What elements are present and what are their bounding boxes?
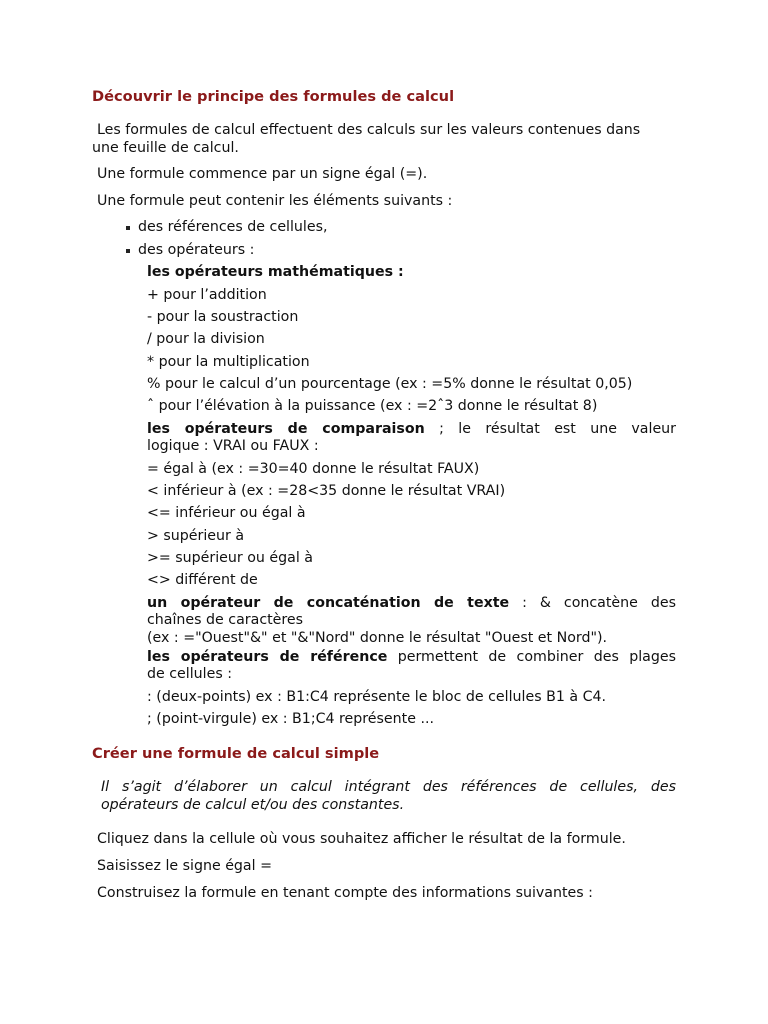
bullet-item-references: des références de cellules, — [138, 219, 328, 235]
paragraph-elements: Une formule peut contenir les éléments suivants : — [97, 193, 453, 209]
section-heading-simple-formula: Créer une formule de calcul simple — [92, 745, 380, 762]
math-operator-line: % pour le calcul d’un pourcentage (ex : =5% donne le résultat 0,05) — [147, 376, 633, 392]
math-operators-title: les opérateurs mathématiques : — [147, 264, 404, 280]
comparison-operators-title: les opérateurs de comparaison — [147, 421, 425, 437]
bullet-marker — [126, 226, 130, 230]
intro-line-2: une feuille de calcul. — [92, 140, 239, 156]
bullet-marker — [126, 249, 130, 253]
concatenation-operator-desc: : & concatène des — [509, 595, 676, 611]
math-operator-line: / pour la division — [147, 331, 265, 347]
comparison-operator-line: < inférieur à (ex : =28<35 donne le résultat VRAI) — [147, 483, 506, 499]
math-operator-line: ˆ pour l’élévation à la puissance (ex : =2ˆ3 donne le résultat 8) — [147, 398, 598, 414]
comparison-operators-line2: logique : VRAI ou FAUX : — [147, 438, 319, 454]
concatenation-line2: chaînes de caractères — [147, 612, 304, 628]
intro-line-1: Les formules de calcul effectuent des calculs sur les valeurs contenues dans — [97, 122, 641, 138]
reference-operator-line: ; (point-virgule) ex : B1;C4 représente ... — [147, 711, 434, 727]
math-operator-line: * pour la multiplication — [147, 354, 310, 370]
section-heading-formulas: Découvrir le principe des formules de calcul — [92, 88, 455, 105]
reference-operators-title: les opérateurs de référence — [147, 649, 388, 665]
comparison-operator-line: >= supérieur ou égal à — [147, 550, 313, 566]
reference-operator-line: : (deux-points) ex : B1:C4 représente le bloc de cellules B1 à C4. — [147, 689, 607, 705]
italic-intro-line-1: Il s’agit d’élaborer un calcul intégrant des références de cellules, des — [101, 779, 676, 795]
comparison-operator-line: <= inférieur ou égal à — [147, 505, 306, 521]
reference-operators-desc: permettent de combiner des plages — [387, 649, 676, 665]
math-operator-line: + pour l’addition — [147, 287, 267, 303]
reference-operators-line2: de cellules : — [147, 666, 233, 682]
reference-operators-intro — [147, 649, 676, 666]
step-line: Saisissez le signe égal = — [97, 858, 272, 874]
paragraph-equal-sign: Une formule commence par un signe égal (=). — [97, 166, 428, 182]
comparison-operator-line: > supérieur à — [147, 528, 245, 544]
step-line: Cliquez dans la cellule où vous souhaitez afficher le résultat de la formule. — [97, 831, 626, 847]
step-line: Construisez la formule en tenant compte des informations suivantes : — [97, 885, 593, 901]
bullet-item-operators: des opérateurs : — [138, 242, 255, 258]
concatenation-operator-title: un opérateur de concaténation de texte — [147, 595, 510, 611]
concatenation-operator-intro — [147, 595, 676, 612]
comparison-operator-line: <> différent de — [147, 572, 258, 588]
comparison-operators-intro — [147, 421, 676, 438]
italic-intro-line-2: opérateurs de calcul et/ou des constantes. — [101, 797, 405, 813]
comparison-operator-line: = égal à (ex : =30=40 donne le résultat FAUX) — [147, 461, 480, 477]
math-operator-line: - pour la soustraction — [147, 309, 299, 325]
concatenation-example: (ex : ="Ouest"&" et "&"Nord" donne le résultat "Ouest et Nord"). — [147, 630, 608, 646]
comparison-operators-desc: ; le résultat est une valeur — [424, 421, 676, 437]
